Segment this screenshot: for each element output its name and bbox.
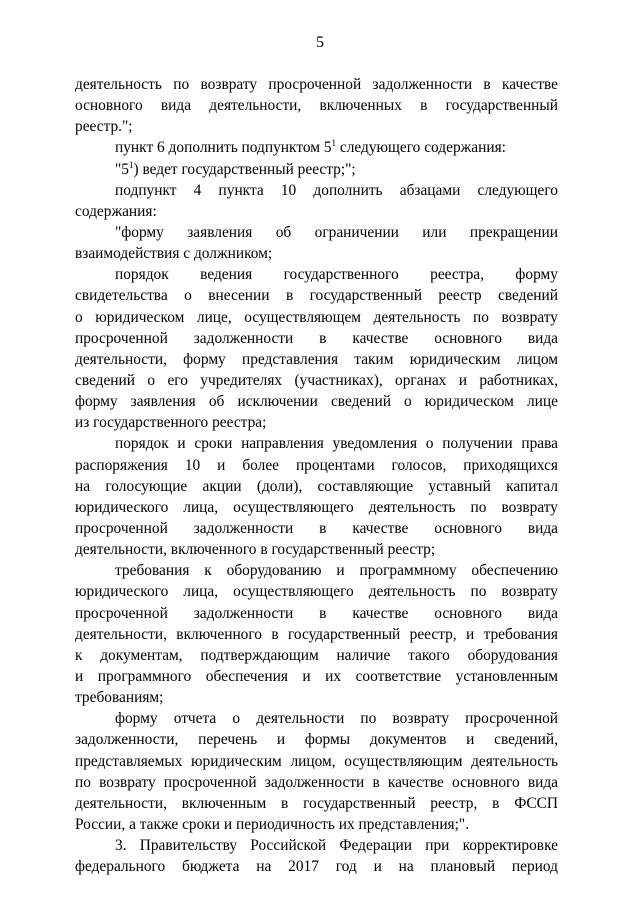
- document-body: [75, 74, 558, 877]
- text-fragment: "5: [115, 160, 129, 178]
- text-line: 3. Правительству Российской Федерации при корректировке: [115, 837, 558, 855]
- text-line: [75, 137, 558, 158]
- text-line: России, а также сроки и периодичность их представления;".: [75, 815, 470, 833]
- text-line: реестр.";: [75, 118, 133, 136]
- text-line: требования к оборудованию и программному обеспечению: [115, 562, 558, 580]
- text-line: деятельности, форму представления таким юридическим лицом: [75, 350, 558, 368]
- text-line: свидетельства о внесении в государственный реестр сведений: [75, 287, 558, 305]
- text-line: [75, 159, 558, 180]
- text-line: юридического лица, осуществляющего деятельность по возврату: [75, 583, 558, 601]
- text-line: просроченной задолженности в качестве основного вида: [75, 329, 558, 347]
- text-line: юридического лица, осуществляющего деятельность по возврату: [75, 498, 558, 516]
- text-line: по возврату просроченной задолженности в качестве основного вида: [75, 773, 558, 791]
- text-line: деятельности, включенного в государственный реестр;: [75, 541, 436, 559]
- text-line: форму заявления об исключении сведений о юридическом лице: [75, 393, 558, 411]
- text-line: федерального бюджета на 2017 год и на плановый период: [75, 858, 558, 876]
- text-line: требованиям;: [75, 689, 164, 707]
- text-line: деятельность по возврату просроченной задолженности в качестве: [75, 76, 558, 93]
- text-line: форму отчета о деятельности по возврату просроченной: [115, 710, 558, 728]
- text-line: деятельности, включенным в государственный реестр, в ФССП: [75, 794, 558, 812]
- text-line: о юридическом лице, осуществляющем деятельность по возврату: [75, 308, 558, 326]
- text-line: содержания:: [75, 202, 157, 220]
- text-fragment: пункт 6 дополнить подпунктом 5: [115, 139, 332, 157]
- text-line: задолженности, перечень и формы документов и сведений,: [75, 731, 558, 749]
- text-line: распоряжения 10 и более процентами голосов, приходящихся: [75, 456, 558, 474]
- text-line: просроченной задолженности в качестве основного вида: [75, 519, 558, 537]
- text-line: и программного обеспечения и их соответствие установленным: [75, 667, 558, 685]
- text-line: представляемых юридическим лицом, осуществляющим деятельность: [75, 752, 558, 770]
- page-number: 5: [316, 34, 324, 51]
- text-fragment: ) ведет государственный реестр;";: [133, 160, 356, 178]
- text-line: порядок ведения государственного реестра, форму: [115, 266, 558, 284]
- superscript: 1: [128, 159, 134, 170]
- text-line: к документам, подтверждающим наличие такого оборудования: [75, 646, 558, 664]
- text-line: основного вида деятельности, включенных в государственный: [75, 97, 558, 115]
- text-line: деятельности, включенного в государственный реестр, и требования: [75, 625, 558, 643]
- superscript: 1: [331, 138, 337, 149]
- text-line: из государственного реестра;: [75, 414, 267, 432]
- text-line: "форму заявления об ограничении или прекращении: [115, 223, 558, 241]
- text-line: на голосующие акции (доли), составляющие уставный капитал: [75, 477, 558, 495]
- text-line: порядок и сроки направления уведомления о получении права: [115, 435, 558, 453]
- text-line: подпункт 4 пункта 10 дополнить абзацами следующего: [115, 181, 558, 199]
- text-line: сведений о его учредителях (участниках), органах и работниках,: [75, 371, 558, 389]
- text-fragment: следующего содержания:: [336, 139, 506, 157]
- text-line: взаимодействия с должником;: [75, 245, 273, 263]
- text-line: просроченной задолженности в качестве основного вида: [75, 604, 558, 622]
